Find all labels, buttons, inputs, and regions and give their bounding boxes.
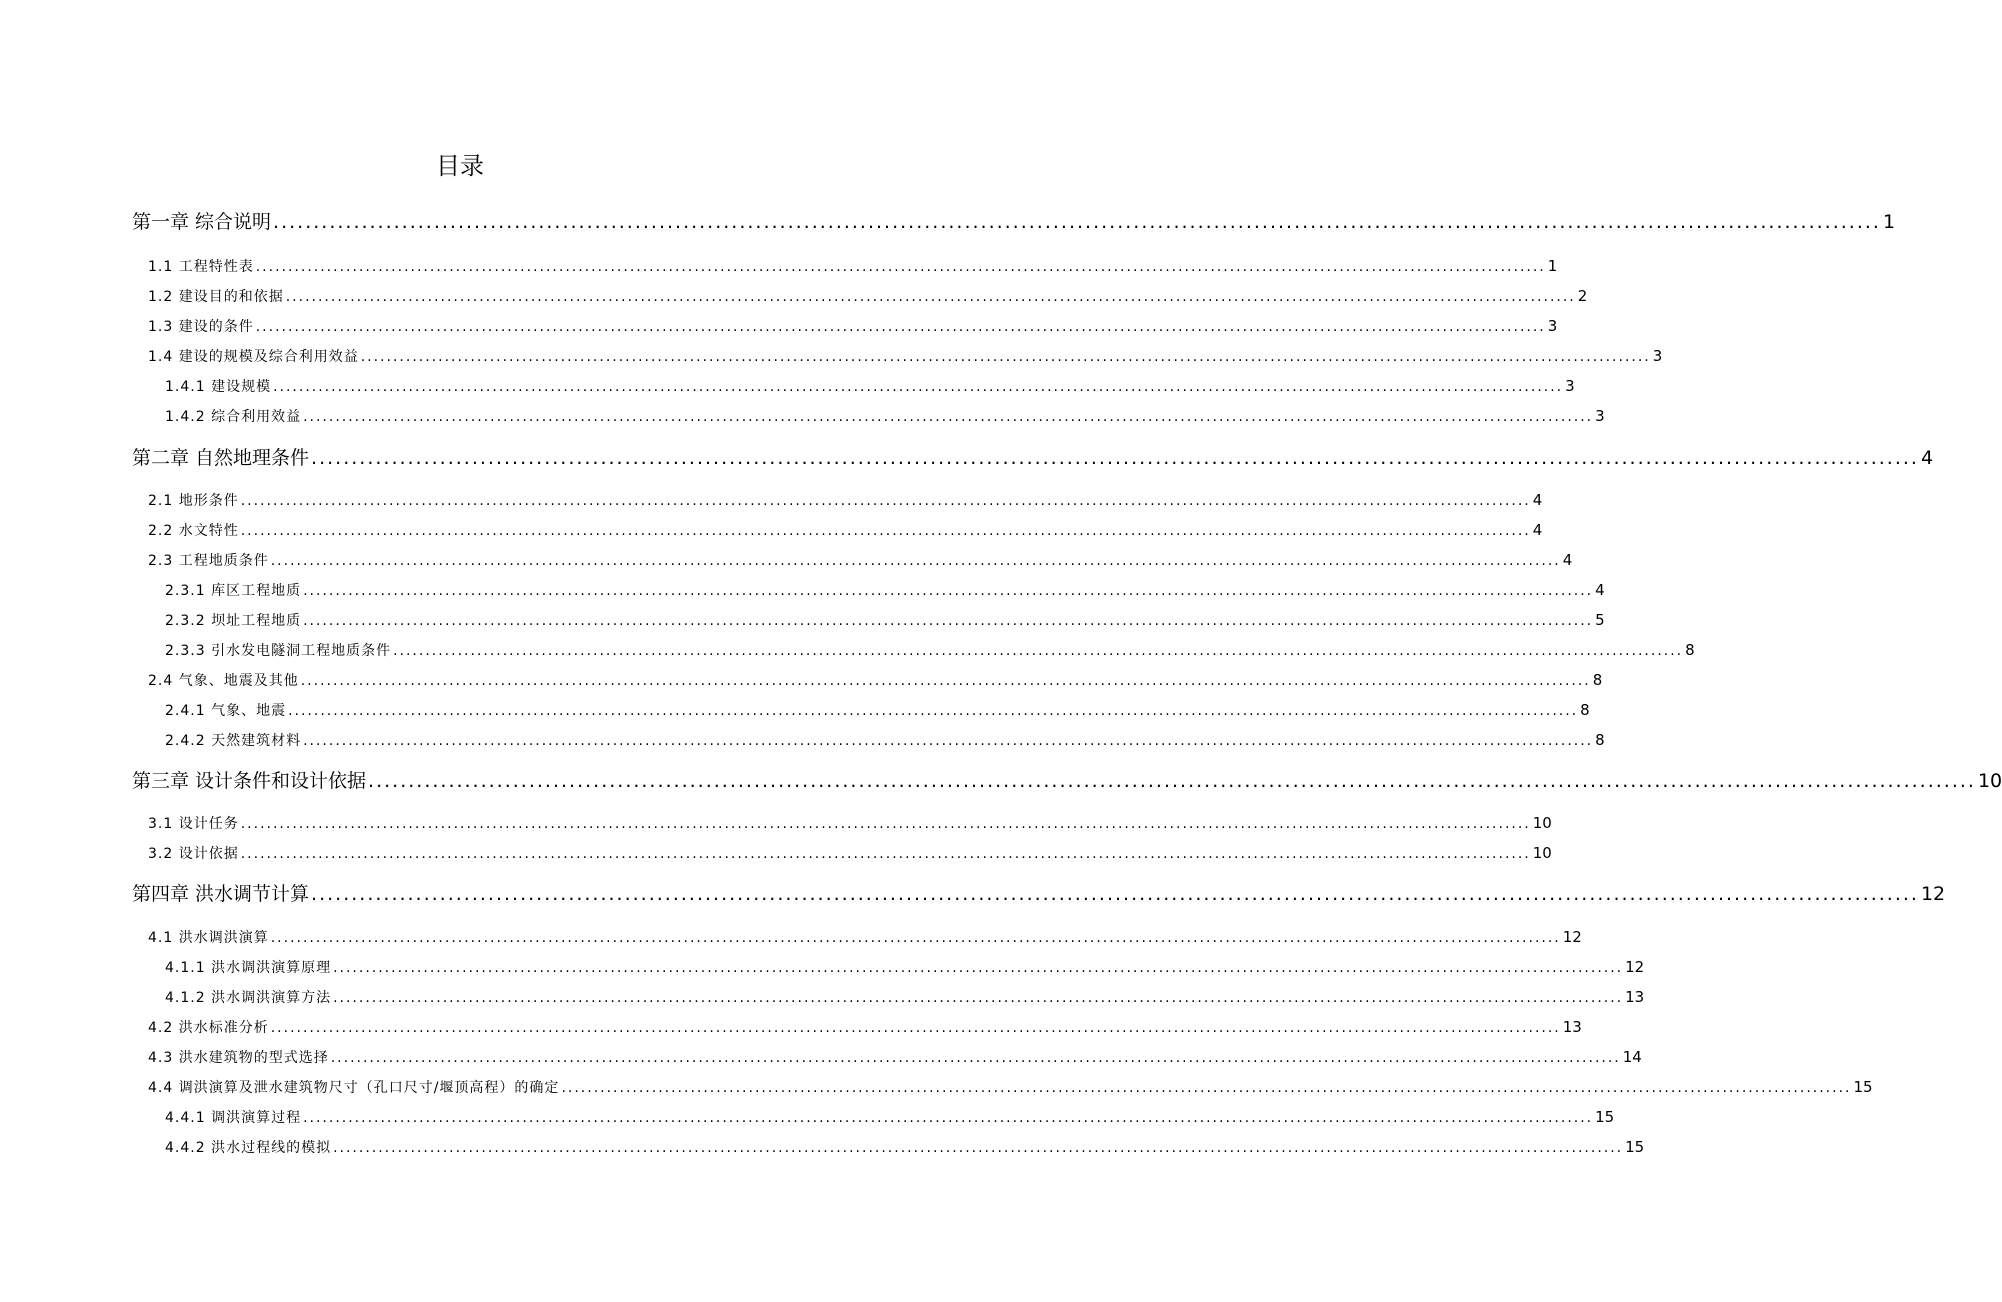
toc-entry-label: 2.4.2 天然建筑材料 <box>165 733 302 749</box>
toc-section-entry[interactable] <box>148 315 1558 337</box>
toc-subsection-entry[interactable] <box>165 699 1590 721</box>
toc-leader-dots: ........................................................................................................................................................................................................ <box>303 1110 1594 1126</box>
toc-section-entry[interactable] <box>148 1046 1642 1068</box>
toc-page-number: 2 <box>1577 287 1588 305</box>
toc-entry-label: 2.2 水文特性 <box>148 523 239 539</box>
toc-leader-dots: ........................................................................................................................................................................................................ <box>333 990 1624 1006</box>
toc-page-number: 3 <box>1565 377 1575 395</box>
toc-entry-label: 4.4.2 洪水过程线的模拟 <box>165 1140 332 1156</box>
toc-page-number: 5 <box>1595 611 1605 629</box>
toc-subsection-entry[interactable] <box>165 1136 1645 1158</box>
toc-entry-label: 1.4 建设的规模及综合利用效益 <box>148 349 359 365</box>
toc-page-number: 12 <box>1562 928 1582 946</box>
toc-page-number: 8 <box>1685 641 1695 659</box>
toc-chapter-entry[interactable] <box>132 880 1946 908</box>
toc-subsection-entry[interactable] <box>165 1106 1615 1128</box>
toc-leader-dots: ........................................................................................................................................................................................................ <box>333 1140 1624 1156</box>
toc-leader-dots: ........................................................................................................................................................................................................ <box>368 770 1976 792</box>
toc-subsection-entry[interactable] <box>165 639 1695 661</box>
toc-entry-label: 4.1.1 洪水调洪演算原理 <box>165 960 332 976</box>
toc-leader-dots: ........................................................................................................................................................................................................ <box>240 493 1531 509</box>
toc-leader-dots: ........................................................................................................................................................................................................ <box>303 613 1594 629</box>
toc-leader-dots: ........................................................................................................................................................................................................ <box>303 583 1594 599</box>
toc-entry-label: 4.3 洪水建筑物的型式选择 <box>148 1050 329 1066</box>
toc-entry-label: 3.2 设计依据 <box>148 846 239 862</box>
toc-section-entry[interactable] <box>148 489 1543 511</box>
toc-section-entry[interactable] <box>148 669 1603 691</box>
toc-section-entry[interactable] <box>148 926 1582 948</box>
toc-subsection-entry[interactable] <box>165 579 1605 601</box>
toc-leader-dots: ........................................................................................................................................................................................................ <box>270 553 1561 569</box>
toc-section-entry[interactable] <box>148 842 1552 864</box>
toc-chapter-entry[interactable] <box>132 444 1934 472</box>
toc-entry-label: 第三章 设计条件和设计依据 <box>132 770 367 792</box>
toc-leader-dots: ........................................................................................................................................................................................................ <box>240 846 1531 862</box>
toc-page-number: 8 <box>1595 731 1605 749</box>
toc-page-number: 10 <box>1977 770 2002 792</box>
toc-page-number: 4 <box>1532 521 1543 539</box>
toc-leader-dots: ........................................................................................................................................................................................................ <box>393 643 1684 659</box>
toc-page-number: 14 <box>1622 1048 1642 1066</box>
toc-page-number: 4 <box>1920 447 1934 469</box>
toc-subsection-entry[interactable] <box>165 956 1645 978</box>
toc-leader-dots: ........................................................................................................................................................................................................ <box>561 1080 1852 1096</box>
toc-entry-label: 4.1.2 洪水调洪演算方法 <box>165 990 332 1006</box>
toc-section-entry[interactable] <box>148 519 1543 541</box>
toc-leader-dots: ........................................................................................................................................................................................................ <box>288 703 1579 719</box>
toc-entry-label: 第四章 洪水调节计算 <box>132 883 310 905</box>
toc-leader-dots: ........................................................................................................................................................................................................ <box>330 1050 1621 1066</box>
toc-leader-dots: ........................................................................................................................................................................................................ <box>273 211 1881 233</box>
toc-subsection-entry[interactable] <box>165 405 1605 427</box>
toc-section-entry[interactable] <box>148 1076 1873 1098</box>
toc-leader-dots: ........................................................................................................................................................................................................ <box>333 960 1624 976</box>
toc-entry-label: 1.4.2 综合利用效益 <box>165 409 302 425</box>
toc-entry-label: 第一章 综合说明 <box>132 211 272 233</box>
toc-entry-label: 4.4.1 调洪演算过程 <box>165 1110 302 1126</box>
toc-section-entry[interactable] <box>148 255 1558 277</box>
toc-page-number: 1 <box>1882 211 1896 233</box>
toc-leader-dots: ........................................................................................................................................................................................................ <box>303 733 1594 749</box>
toc-entry-label: 4.1 洪水调洪演算 <box>148 930 269 946</box>
toc-page-number: 4 <box>1562 551 1573 569</box>
toc-chapter-entry[interactable] <box>132 767 2002 795</box>
toc-leader-dots: ........................................................................................................................................................................................................ <box>311 883 1919 905</box>
toc-page-number: 3 <box>1652 347 1663 365</box>
toc-leader-dots: ........................................................................................................................................................................................................ <box>240 523 1531 539</box>
toc-page-number: 4 <box>1532 491 1543 509</box>
toc-entry-label: 2.1 地形条件 <box>148 493 239 509</box>
toc-chapter-entry[interactable] <box>132 208 1896 236</box>
toc-entry-label: 1.2 建设目的和依据 <box>148 289 284 305</box>
toc-entry-label: 3.1 设计任务 <box>148 816 239 832</box>
toc-subsection-entry[interactable] <box>165 375 1575 397</box>
toc-entry-label: 2.4.1 气象、地震 <box>165 703 287 719</box>
toc-page-number: 12 <box>1920 883 1946 905</box>
toc-leader-dots: ........................................................................................................................................................................................................ <box>255 319 1546 335</box>
toc-page-number: 10 <box>1532 844 1552 862</box>
toc-entry-label: 第二章 自然地理条件 <box>132 447 310 469</box>
toc-leader-dots: ........................................................................................................................................................................................................ <box>270 1020 1561 1036</box>
toc-leader-dots: ........................................................................................................................................................................................................ <box>303 409 1594 425</box>
toc-entry-label: 4.2 洪水标准分析 <box>148 1020 269 1036</box>
toc-leader-dots: ........................................................................................................................................................................................................ <box>285 289 1576 305</box>
toc-page-number: 3 <box>1547 317 1558 335</box>
toc-leader-dots: ........................................................................................................................................................................................................ <box>300 673 1591 689</box>
toc-entry-label: 4.4 调洪演算及泄水建筑物尺寸（孔口尺寸/堰顶高程）的确定 <box>148 1080 560 1096</box>
toc-entry-label: 2.3 工程地质条件 <box>148 553 269 569</box>
toc-page-number: 8 <box>1592 671 1603 689</box>
toc-entry-label: 2.3.3 引水发电隧洞工程地质条件 <box>165 643 392 659</box>
toc-page-number: 15 <box>1595 1108 1615 1126</box>
page-title: 目录 <box>436 152 484 180</box>
toc-leader-dots: ........................................................................................................................................................................................................ <box>311 447 1919 469</box>
toc-page-number: 1 <box>1547 257 1558 275</box>
toc-entry-label: 2.3.2 坝址工程地质 <box>165 613 302 629</box>
toc-page-number: 8 <box>1580 701 1590 719</box>
toc-subsection-entry[interactable] <box>165 609 1605 631</box>
toc-subsection-entry[interactable] <box>165 986 1645 1008</box>
toc-entry-label: 1.4.1 建设规模 <box>165 379 272 395</box>
toc-leader-dots: ........................................................................................................................................................................................................ <box>360 349 1651 365</box>
toc-page-number: 13 <box>1625 988 1645 1006</box>
toc-page-number: 12 <box>1625 958 1645 976</box>
toc-entry-label: 2.4 气象、地震及其他 <box>148 673 299 689</box>
toc-page-number: 15 <box>1625 1138 1645 1156</box>
toc-leader-dots: ........................................................................................................................................................................................................ <box>270 930 1561 946</box>
toc-section-entry[interactable] <box>148 1016 1582 1038</box>
toc-page-number: 10 <box>1532 814 1552 832</box>
toc-page-number: 15 <box>1853 1078 1873 1096</box>
toc-section-entry[interactable] <box>148 812 1552 834</box>
toc-subsection-entry[interactable] <box>165 729 1605 751</box>
toc-page-number: 13 <box>1562 1018 1582 1036</box>
toc-leader-dots: ........................................................................................................................................................................................................ <box>255 259 1546 275</box>
toc-section-entry[interactable] <box>148 345 1663 367</box>
toc-leader-dots: ........................................................................................................................................................................................................ <box>240 816 1531 832</box>
toc-page-number: 4 <box>1595 581 1605 599</box>
toc-section-entry[interactable] <box>148 549 1573 571</box>
toc-entry-label: 1.1 工程特性表 <box>148 259 254 275</box>
toc-page-number: 3 <box>1595 407 1605 425</box>
toc-section-entry[interactable] <box>148 285 1588 307</box>
toc-entry-label: 1.3 建设的条件 <box>148 319 254 335</box>
toc-leader-dots: ........................................................................................................................................................................................................ <box>273 379 1564 395</box>
toc-entry-label: 2.3.1 库区工程地质 <box>165 583 302 599</box>
